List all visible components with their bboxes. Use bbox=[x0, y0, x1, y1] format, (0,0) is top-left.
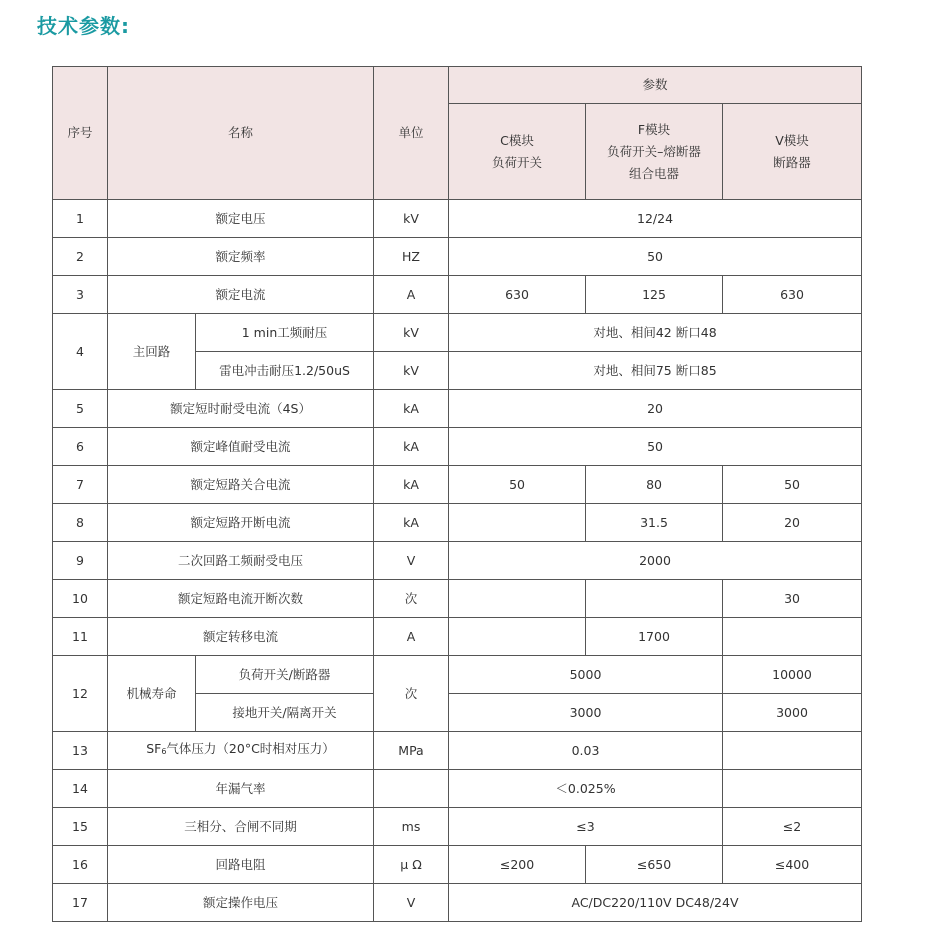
row-group: 主回路 bbox=[108, 314, 196, 390]
header-seq: 序号 bbox=[53, 67, 108, 200]
row-name: 额定转移电流 bbox=[108, 618, 374, 656]
row-unit: kA bbox=[374, 466, 449, 504]
row-value: 50 bbox=[449, 428, 862, 466]
row-name: 额定频率 bbox=[108, 238, 374, 276]
row-name: 额定电压 bbox=[108, 200, 374, 238]
row-number: 3 bbox=[53, 276, 108, 314]
table-row bbox=[53, 846, 862, 884]
row-value-v: 50 bbox=[723, 466, 862, 504]
row-value: 对地、相间42 断口48 bbox=[449, 314, 862, 352]
row-number: 17 bbox=[53, 884, 108, 922]
row-number: 5 bbox=[53, 390, 108, 428]
row-value: 对地、相间75 断口85 bbox=[449, 352, 862, 390]
row-unit: HZ bbox=[374, 238, 449, 276]
table-row bbox=[53, 580, 862, 618]
row-name: 额定短路电流开断次数 bbox=[108, 580, 374, 618]
row-unit: μ Ω bbox=[374, 846, 449, 884]
row-number: 12 bbox=[53, 656, 108, 732]
table-header-row bbox=[53, 67, 862, 104]
row-value-v: 20 bbox=[723, 504, 862, 542]
row-value-v bbox=[723, 770, 862, 808]
row-number: 10 bbox=[53, 580, 108, 618]
row-number: 7 bbox=[53, 466, 108, 504]
header-f-module bbox=[586, 104, 723, 200]
row-value-f: 80 bbox=[586, 466, 723, 504]
row-name: 额定峰值耐受电流 bbox=[108, 428, 374, 466]
row-value-v: ≤400 bbox=[723, 846, 862, 884]
row-value-cf: ≤3 bbox=[449, 808, 723, 846]
row-value-v: 3000 bbox=[723, 694, 862, 732]
row-number: 14 bbox=[53, 770, 108, 808]
header-line: V模块 bbox=[775, 132, 809, 148]
row-value-v bbox=[723, 618, 862, 656]
row-name bbox=[108, 732, 374, 770]
header-c-module bbox=[449, 104, 586, 200]
row-value-c: 50 bbox=[449, 466, 586, 504]
row-number: 9 bbox=[53, 542, 108, 580]
row-name: 额定操作电压 bbox=[108, 884, 374, 922]
row-subname: 1 min工频耐压 bbox=[196, 314, 374, 352]
row-name: 年漏气率 bbox=[108, 770, 374, 808]
row-subname: 接地开关/隔离开关 bbox=[196, 694, 374, 732]
row-value-cf: 0.03 bbox=[449, 732, 723, 770]
row-value-f bbox=[586, 580, 723, 618]
row-value-v: 10000 bbox=[723, 656, 862, 694]
tech-params-table bbox=[52, 66, 862, 922]
header-line: F模块 bbox=[637, 121, 671, 137]
row-subname: 负荷开关/断路器 bbox=[196, 656, 374, 694]
table-row bbox=[53, 884, 862, 922]
row-value-cf: 3000 bbox=[449, 694, 723, 732]
header-params: 参数 bbox=[449, 67, 862, 104]
row-unit: A bbox=[374, 618, 449, 656]
row-value-f: 31.5 bbox=[586, 504, 723, 542]
header-name: 名称 bbox=[108, 67, 374, 200]
name-subscript: 6 bbox=[161, 747, 167, 756]
row-group: 机械寿命 bbox=[108, 656, 196, 732]
row-value-cf: 5000 bbox=[449, 656, 723, 694]
row-unit: kV bbox=[374, 314, 449, 352]
row-value-c bbox=[449, 580, 586, 618]
table-row bbox=[53, 314, 862, 352]
table-row bbox=[53, 504, 862, 542]
header-v-module bbox=[723, 104, 862, 200]
row-value-c bbox=[449, 504, 586, 542]
row-name: 二次回路工频耐受电压 bbox=[108, 542, 374, 580]
row-value-cf: ＜0.025% bbox=[449, 770, 723, 808]
table-row bbox=[53, 466, 862, 504]
row-unit: MPa bbox=[374, 732, 449, 770]
row-value-f: 1700 bbox=[586, 618, 723, 656]
table-row bbox=[53, 808, 862, 846]
row-unit: 次 bbox=[374, 580, 449, 618]
row-unit bbox=[374, 770, 449, 808]
row-number: 13 bbox=[53, 732, 108, 770]
row-unit: V bbox=[374, 884, 449, 922]
row-name: 额定短路开断电流 bbox=[108, 504, 374, 542]
table-row bbox=[53, 428, 862, 466]
name-part: SF bbox=[146, 741, 162, 756]
row-unit: kV bbox=[374, 200, 449, 238]
row-value-c: ≤200 bbox=[449, 846, 586, 884]
header-line: 负荷开关 bbox=[492, 154, 543, 170]
table-row bbox=[53, 542, 862, 580]
row-unit: V bbox=[374, 542, 449, 580]
row-unit: kA bbox=[374, 390, 449, 428]
row-number: 1 bbox=[53, 200, 108, 238]
row-value: 2000 bbox=[449, 542, 862, 580]
row-unit: A bbox=[374, 276, 449, 314]
row-unit: ms bbox=[374, 808, 449, 846]
row-number: 16 bbox=[53, 846, 108, 884]
row-number: 4 bbox=[53, 314, 108, 390]
page-title: 技术参数: bbox=[37, 14, 130, 38]
row-value: 12/24 bbox=[449, 200, 862, 238]
row-value-f: ≤650 bbox=[586, 846, 723, 884]
row-number: 8 bbox=[53, 504, 108, 542]
row-name: 额定电流 bbox=[108, 276, 374, 314]
header-line: C模块 bbox=[500, 132, 534, 148]
table-row bbox=[53, 390, 862, 428]
row-value-v: 30 bbox=[723, 580, 862, 618]
row-unit: 次 bbox=[374, 656, 449, 732]
table-row bbox=[53, 732, 862, 770]
row-name: 额定短路关合电流 bbox=[108, 466, 374, 504]
row-unit: kA bbox=[374, 428, 449, 466]
row-value-v bbox=[723, 732, 862, 770]
row-name: 额定短时耐受电流（4S） bbox=[108, 390, 374, 428]
row-value: 20 bbox=[449, 390, 862, 428]
header-unit: 单位 bbox=[374, 67, 449, 200]
table-row bbox=[53, 770, 862, 808]
row-number: 6 bbox=[53, 428, 108, 466]
row-value: AC/DC220/110V DC48/24V bbox=[449, 884, 862, 922]
row-name: 回路电阻 bbox=[108, 846, 374, 884]
table-row bbox=[53, 200, 862, 238]
row-value: 50 bbox=[449, 238, 862, 276]
row-value-f: 125 bbox=[586, 276, 723, 314]
row-value-v: 630 bbox=[723, 276, 862, 314]
header-line: 断路器 bbox=[773, 154, 811, 170]
row-value-v: ≤2 bbox=[723, 808, 862, 846]
row-name: 三相分、合闸不同期 bbox=[108, 808, 374, 846]
table-row bbox=[53, 656, 862, 694]
row-number: 2 bbox=[53, 238, 108, 276]
row-number: 15 bbox=[53, 808, 108, 846]
row-subname: 雷电冲击耐压1.2/50uS bbox=[196, 352, 374, 390]
header-line: 负荷开关–熔断器 bbox=[607, 143, 701, 159]
table-row bbox=[53, 276, 862, 314]
table-row bbox=[53, 618, 862, 656]
row-unit: kA bbox=[374, 504, 449, 542]
name-part: 气体压力（20°C时相对压力） bbox=[166, 741, 335, 756]
row-unit: kV bbox=[374, 352, 449, 390]
row-value-c bbox=[449, 618, 586, 656]
row-number: 11 bbox=[53, 618, 108, 656]
row-value-c: 630 bbox=[449, 276, 586, 314]
header-line: 组合电器 bbox=[629, 165, 680, 181]
table-row bbox=[53, 238, 862, 276]
